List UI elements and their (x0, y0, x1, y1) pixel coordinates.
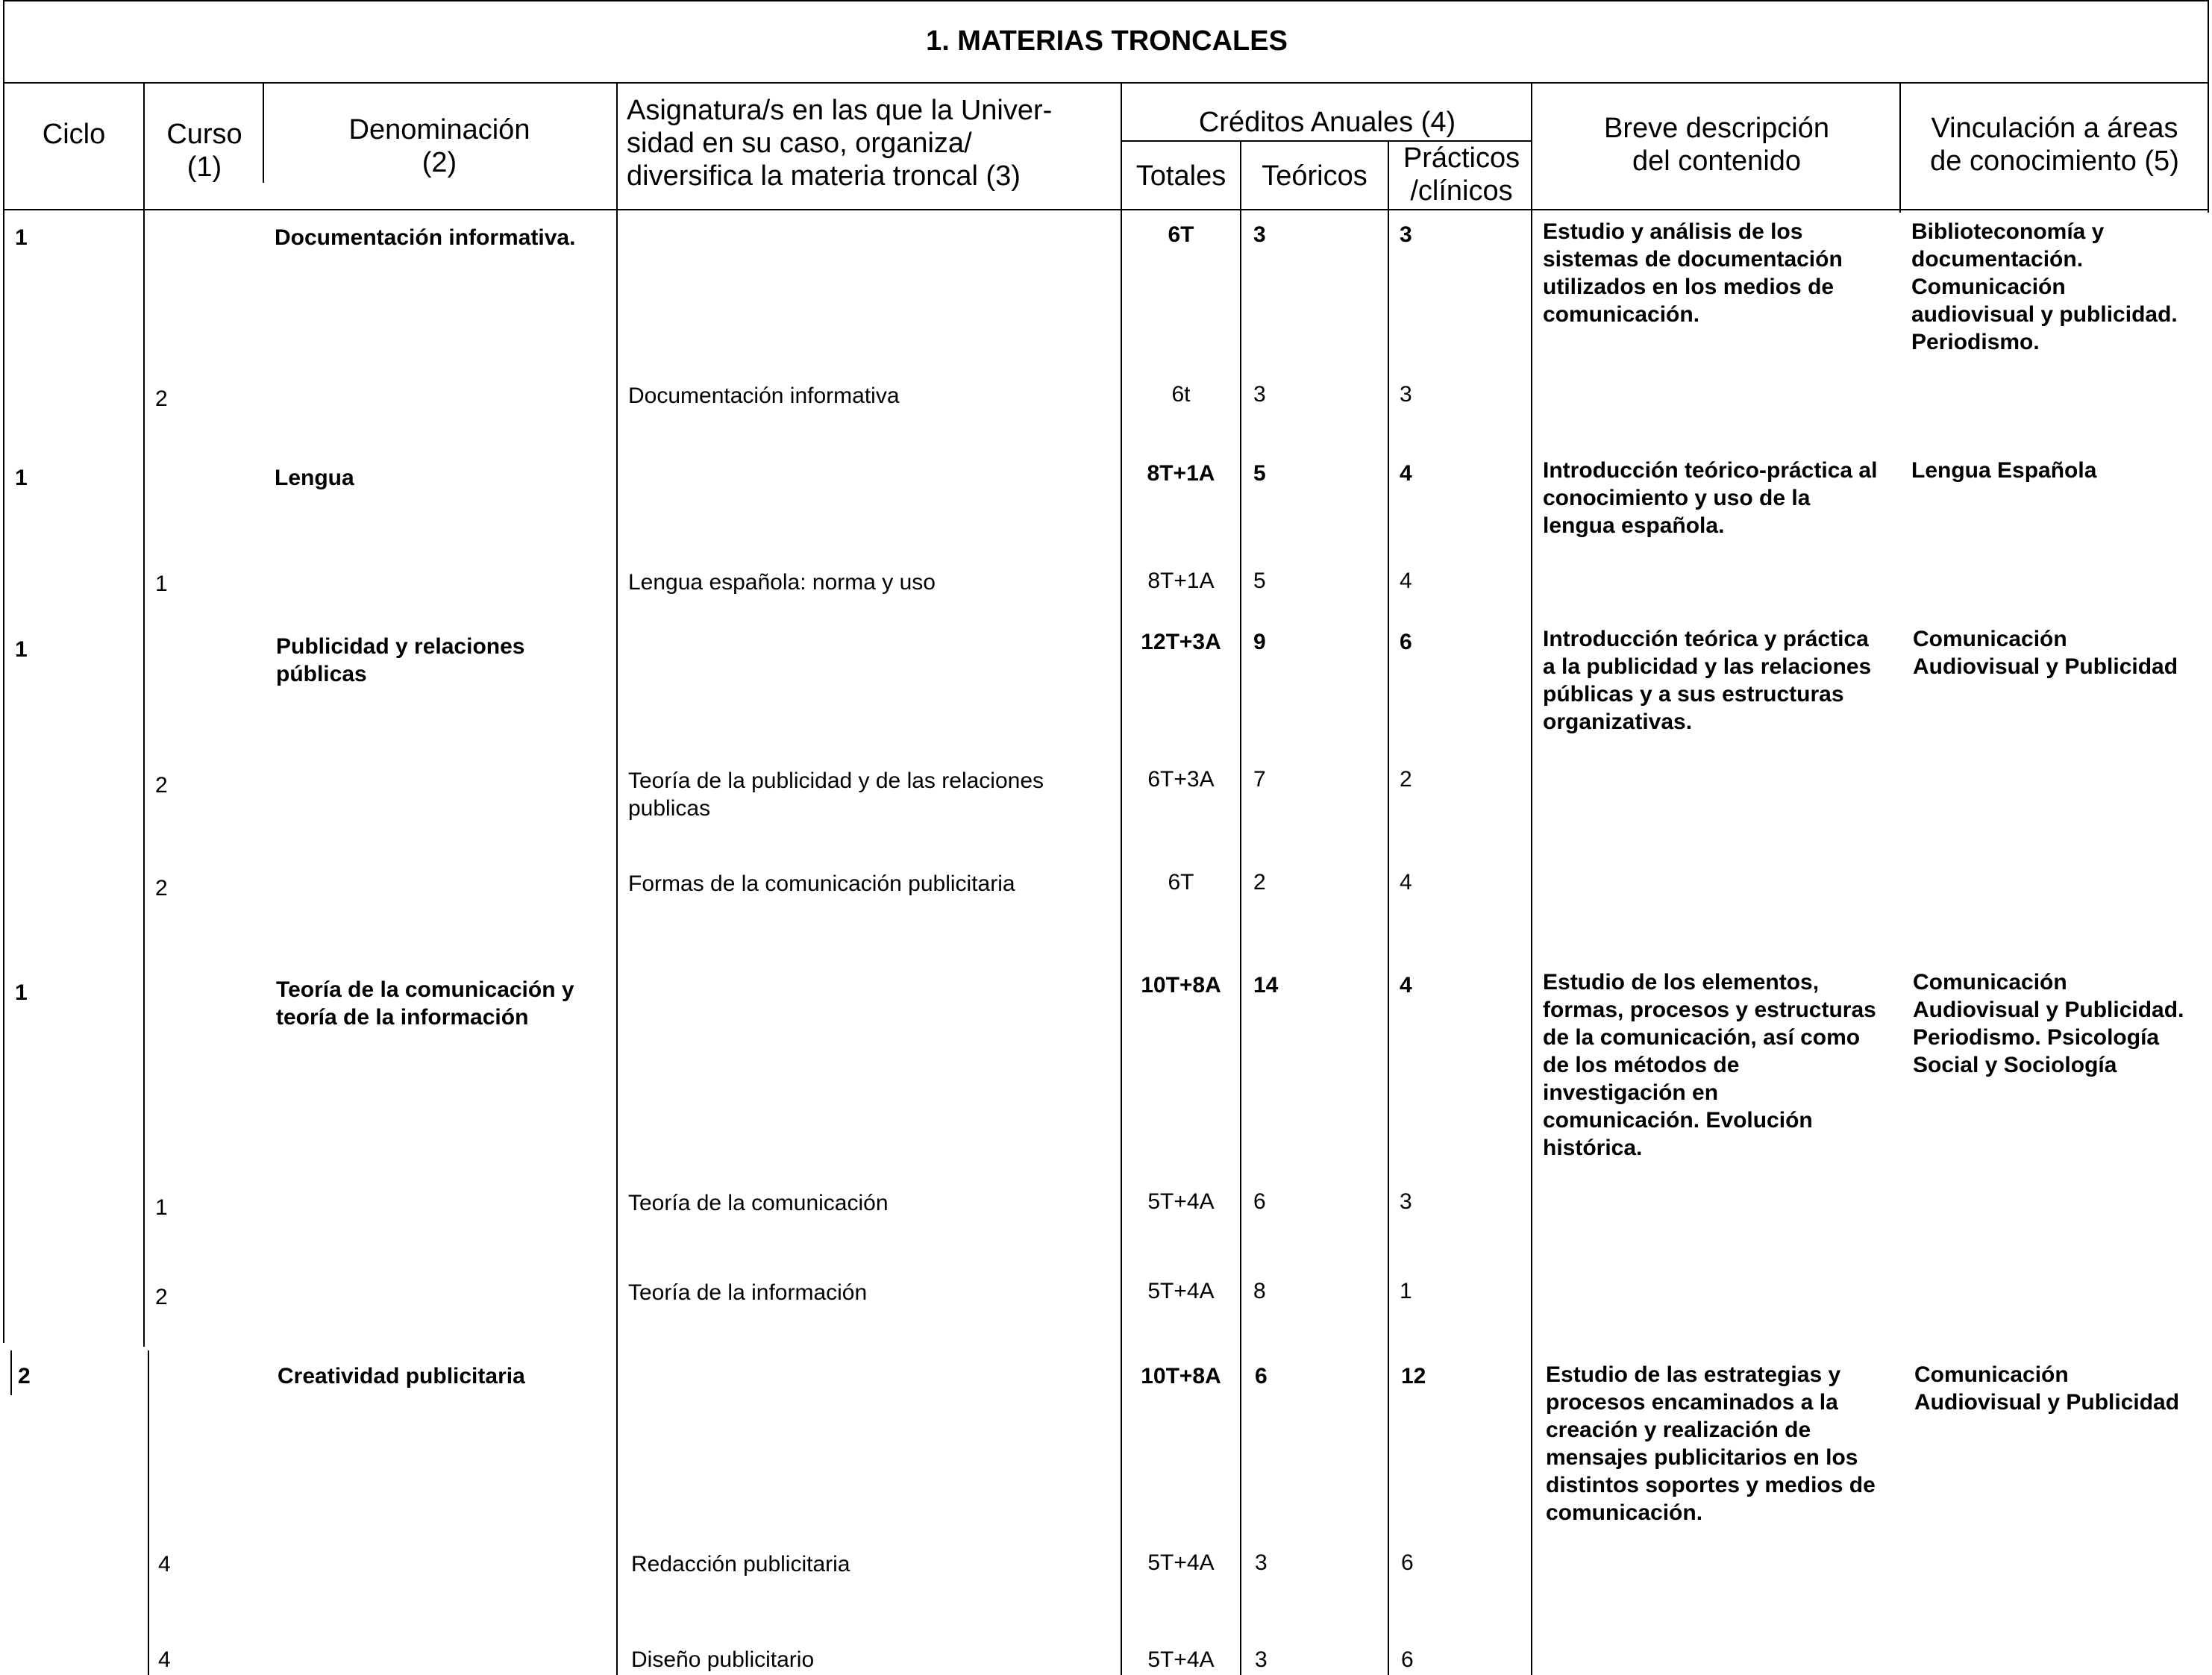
row-12-totales: 5T+4A (1147, 1647, 1215, 1672)
row-3-asignatura: Lengua española: norma y uso (628, 570, 936, 595)
col-line-practicos (1388, 140, 1389, 1675)
col-line-left-lower (10, 1350, 12, 1395)
col-line-curso (143, 82, 145, 1347)
row-4-totales: 12T+3A (1141, 630, 1221, 654)
row-3-practicos: 4 (1400, 569, 1412, 593)
row-7-vinculacion: Comunicación Audiovisual y Publicidad. Periodismo. Psicología Social y Sociología (1913, 970, 2184, 1077)
row-11-totales: 5T+4A (1147, 1550, 1215, 1575)
row-2-teoricos: 5 (1253, 461, 1266, 486)
row-4-vinculacion: Comunicación Audiovisual y Publicidad (1913, 627, 2178, 679)
row-7-ciclo: 1 (15, 980, 28, 1005)
row-8-curso: 1 (155, 1195, 168, 1220)
row-2-practicos: 4 (1400, 461, 1412, 486)
row-7-totales: 10T+8A (1141, 973, 1221, 998)
row-0-ciclo: 1 (15, 225, 28, 250)
col-line-asignatura (616, 82, 618, 1675)
col-line-vinculacion (1899, 82, 1901, 213)
row-12-teoricos: 3 (1255, 1647, 1268, 1672)
header-totales: Totales (1135, 160, 1226, 192)
row-6-asignatura: Formas de la comunicación publicitaria (628, 871, 1015, 896)
row-0-teoricos: 3 (1253, 222, 1266, 247)
row-0-practicos: 3 (1400, 222, 1412, 247)
row-8-practicos: 3 (1400, 1189, 1412, 1214)
header-curso: Curso (1) (166, 119, 242, 183)
row-1-curso: 2 (155, 386, 168, 411)
row-9-curso: 2 (155, 1285, 168, 1309)
frame-left-line (3, 0, 4, 1343)
row-7-practicos: 4 (1400, 973, 1412, 998)
row-10-vinculacion: Comunicación Audiovisual y Publicidad (1914, 1362, 2180, 1415)
row-2-denominacion: Lengua (275, 466, 354, 490)
row-0-descripcion: Estudio y análisis de los sistemas de documentación utilizados en los medios de comunicación. (1543, 219, 1843, 327)
header-teoricos: Teóricos (1262, 160, 1367, 192)
row-7-teoricos: 14 (1253, 973, 1279, 998)
row-7-denominacion: Teoría de la comunicación y teoría de la información (276, 977, 574, 1030)
row-12-asignatura: Diseño publicitario (631, 1647, 815, 1672)
col-line-teoricos (1240, 140, 1241, 1675)
row-3-totales: 8T+1A (1147, 569, 1215, 593)
creditos-sub-line (1122, 140, 1532, 142)
col-line-descripcion (1531, 82, 1532, 1675)
row-10-descripcion: Estudio de las estrategias y procesos encaminados a la creación y realización de mensajes publicitarios en los distintos soportes y medios de comunicación. (1546, 1362, 1876, 1525)
row-10-practicos: 12 (1401, 1364, 1426, 1388)
row-4-teoricos: 9 (1253, 630, 1266, 654)
row-4-ciclo: 1 (15, 637, 28, 662)
row-4-practicos: 6 (1400, 630, 1412, 654)
row-8-teoricos: 6 (1253, 1189, 1266, 1214)
row-6-curso: 2 (155, 876, 168, 901)
row-5-asignatura: Teoría de la publicidad y de las relaciones publicas (628, 768, 1044, 821)
row-7-descripcion: Estudio de los elementos, formas, procesos y estructuras de la comunicación, así como de los métodos de investigación en comunicación. Evolución histórica. (1543, 970, 1876, 1160)
row-3-teoricos: 5 (1253, 569, 1266, 593)
row-4-descripcion: Introducción teórica y práctica a la publicidad y las relaciones públicas y a sus estructuras organizativas. (1543, 627, 1872, 734)
row-9-asignatura: Teoría de la información (628, 1280, 868, 1305)
row-1-totales: 6t (1171, 382, 1191, 407)
header-bottom-line (3, 209, 2209, 210)
row-1-practicos: 3 (1400, 382, 1412, 407)
row-11-curso: 4 (158, 1552, 171, 1577)
header-descripcion: Breve descripción del contenido (1603, 113, 1830, 177)
row-2-vinculacion: Lengua Española (1911, 458, 2097, 483)
row-10-denominacion: Creatividad publicitaria (278, 1364, 525, 1388)
row-5-teoricos: 7 (1253, 767, 1266, 792)
row-2-descripcion: Introducción teórico-práctica al conocimiento y uso de la lengua española. (1543, 458, 1878, 538)
row-0-denominacion: Documentación informativa. (275, 225, 576, 250)
row-6-practicos: 4 (1400, 870, 1412, 895)
row-11-asignatura: Redacción publicitaria (631, 1552, 850, 1577)
row-9-practicos: 1 (1400, 1279, 1412, 1303)
row-5-practicos: 2 (1400, 767, 1412, 792)
row-0-totales: 6T (1168, 222, 1194, 247)
row-10-ciclo: 2 (18, 1364, 31, 1388)
row-9-teoricos: 8 (1253, 1279, 1266, 1303)
col-line-curso-lower (148, 1350, 149, 1675)
row-5-curso: 2 (155, 773, 168, 798)
row-8-asignatura: Teoría de la comunicación (628, 1191, 889, 1215)
row-5-totales: 6T+3A (1147, 767, 1215, 792)
row-1-asignatura: Documentación informativa (628, 383, 900, 408)
title-bottom-line (3, 82, 2209, 84)
table-title: 1. MATERIAS TRONCALES (926, 25, 1288, 57)
frame-top-line (3, 0, 2209, 1)
row-2-ciclo: 1 (15, 466, 28, 490)
header-denominacion: Denominación (2) (348, 114, 530, 178)
row-11-teoricos: 3 (1255, 1550, 1268, 1575)
header-practicos: Prácticos /clínicos (1403, 143, 1520, 207)
header-ciclo: Ciclo (42, 119, 106, 150)
header-asignaturas: Asignatura/s en las que la Univer- sidad en su caso, organiza/ diversifica la materia troncal (3) (627, 95, 1053, 192)
row-4-denominacion: Publicidad y relaciones públicas (276, 634, 525, 686)
row-1-teoricos: 3 (1253, 382, 1266, 407)
col-line-denominacion (263, 82, 264, 183)
row-11-practicos: 6 (1401, 1550, 1414, 1575)
row-0-vinculacion: Biblioteconomía y documentación. Comunicación audiovisual y publicidad. Periodismo. (1911, 219, 2178, 354)
row-3-curso: 1 (155, 572, 168, 596)
row-10-teoricos: 6 (1255, 1364, 1268, 1388)
row-6-totales: 6T (1168, 870, 1194, 895)
row-12-practicos: 6 (1401, 1647, 1414, 1672)
row-9-totales: 5T+4A (1147, 1279, 1215, 1303)
row-2-totales: 8T+1A (1147, 461, 1215, 486)
row-8-totales: 5T+4A (1147, 1189, 1215, 1214)
row-10-totales: 10T+8A (1141, 1364, 1221, 1388)
row-6-teoricos: 2 (1253, 870, 1266, 895)
header-vinculacion: Vinculación a áreas de conocimiento (5) (1930, 113, 2179, 177)
header-creditos: Créditos Anuales (4) (1198, 107, 1456, 138)
row-12-curso: 4 (158, 1647, 171, 1672)
